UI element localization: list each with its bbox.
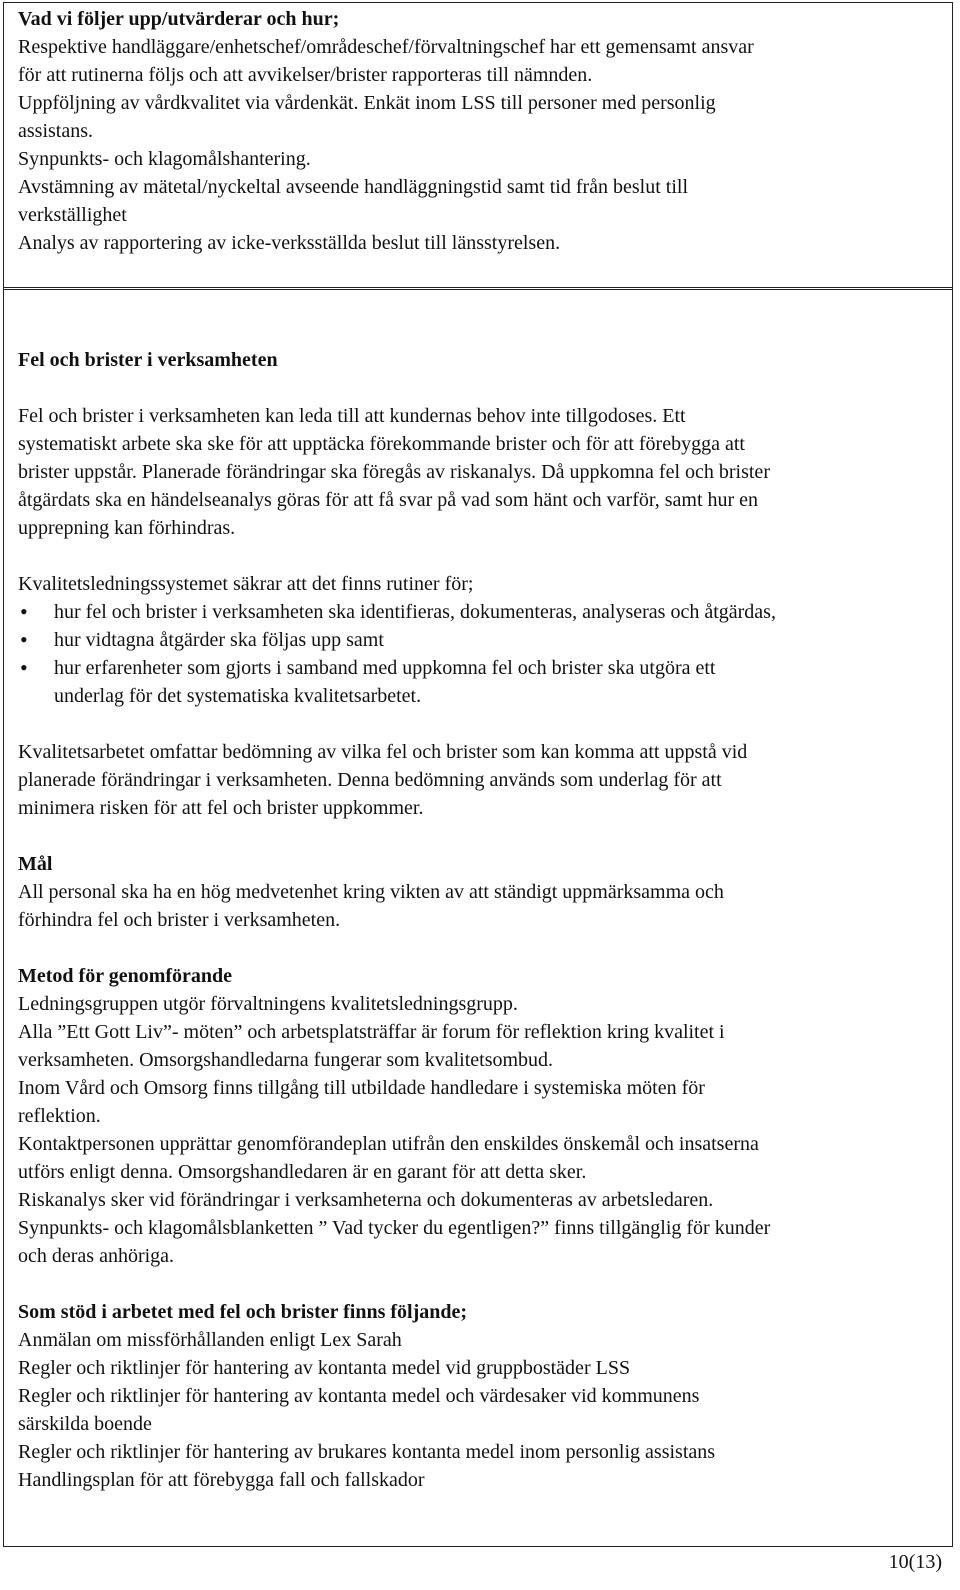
follow-up-box bbox=[3, 2, 953, 290]
list-item-text: • hur fel och brister i verksamheten ska identifieras, dokumenteras, analyseras och åtgärdas, bbox=[54, 601, 776, 623]
text-line: verksamheten. Omsorgshandledarna fungerar som kvalitetsombud. bbox=[18, 1049, 554, 1071]
text-line: All personal ska ha en hög medvetenhet kring vikten av att ständigt uppmärksamma och bbox=[18, 881, 724, 903]
text-line: minimera risken för att fel och brister uppkommer. bbox=[18, 797, 424, 819]
system-intro: Kvalitetsledningssystemet säkrar att det finns rutiner för; bbox=[18, 573, 474, 595]
method-heading: Metod för genomförande bbox=[18, 965, 233, 987]
text-line: Inom Vård och Omsorg finns tillgång till utbildade handledare i systemiska möten för bbox=[18, 1077, 705, 1099]
text-line: planerade förändringar i verksamheten. Denna bedömning används som underlag för att bbox=[18, 769, 722, 791]
text-line: Ledningsgruppen utgör förvaltningens kvalitetsledningsgrupp. bbox=[18, 993, 518, 1015]
errors-and-deficiencies-box bbox=[3, 287, 953, 1547]
text-line: reflektion. bbox=[18, 1105, 101, 1127]
text-line: Riskanalys sker vid förändringar i verksamheterna och dokumenteras av arbetsledaren. bbox=[18, 1189, 714, 1211]
text-line: och deras anhöriga. bbox=[18, 1245, 175, 1267]
page-number: 10(13) bbox=[888, 1551, 942, 1573]
text-line: Fel och brister i verksamheten kan leda till att kundernas behov inte tillgodoses. Ett bbox=[18, 405, 686, 427]
text-line: Avstämning av mätetal/nyckeltal avseende handläggningstid samt tid från beslut till bbox=[18, 176, 689, 198]
text-line: Kontaktpersonen upprättar genomförandeplan utifrån den enskildes önskemål och insatserna bbox=[18, 1133, 759, 1155]
text-line: Handlingsplan för att förebygga fall och fallskador bbox=[18, 1469, 425, 1491]
text-line: Anmälan om missförhållanden enligt Lex Sarah bbox=[18, 1329, 402, 1351]
text-line: Synpunkts- och klagomålshantering. bbox=[18, 148, 311, 170]
text-line: Analys av rapportering av icke-verksställda beslut till länsstyrelsen. bbox=[18, 232, 561, 254]
text-line: Respektive handläggare/enhetschef/områdeschef/förvaltningschef har ett gemensamt ansvar bbox=[18, 36, 754, 58]
text-line: assistans. bbox=[18, 120, 93, 142]
text-line: brister uppstår. Planerade förändringar ska föregås av riskanalys. Då uppkomna fel och brister bbox=[18, 461, 770, 483]
text-line: upprepning kan förhindras. bbox=[18, 517, 236, 539]
section-heading: Fel och brister i verksamheten bbox=[18, 349, 278, 371]
goal-heading: Mål bbox=[18, 853, 53, 875]
text-line: Regler och riktlinjer för hantering av brukares kontanta medel inom personlig assistans bbox=[18, 1441, 716, 1463]
follow-up-heading: Vad vi följer upp/utvärderar och hur; bbox=[18, 8, 340, 30]
list-item bbox=[18, 654, 938, 710]
list-item-text: • hur erfarenheter som gjorts i samband med uppkomna fel och brister ska utgöra ett bbox=[54, 657, 716, 679]
assessment-paragraph bbox=[18, 738, 938, 822]
list-item bbox=[18, 598, 938, 626]
intro-paragraph bbox=[18, 402, 938, 542]
text-line: Synpunkts- och klagomålsblanketten ” Vad tycker du egentligen?” finns tillgänglig för kunder bbox=[18, 1217, 771, 1239]
text-line: systematiskt arbete ska ske för att upptäcka förekommande brister och för att förebygga att bbox=[18, 433, 745, 455]
text-line: förhindra fel och brister i verksamheten. bbox=[18, 909, 341, 931]
text-line: Regler och riktlinjer för hantering av kontanta medel vid gruppbostäder LSS bbox=[18, 1357, 631, 1379]
support-heading: Som stöd i arbetet med fel och brister finns följande; bbox=[18, 1301, 468, 1323]
text-line: Alla ”Ett Gott Liv”- möten” och arbetsplatsträffar är forum för reflektion kring kvalitet i bbox=[18, 1021, 725, 1043]
text-line: verkställighet bbox=[18, 204, 127, 226]
text-line: särskilda boende bbox=[18, 1413, 152, 1435]
list-item-text: underlag för det systematiska kvalitetsarbetet. bbox=[54, 685, 422, 707]
text-line: Regler och riktlinjer för hantering av kontanta medel och värdesaker vid kommunens bbox=[18, 1385, 700, 1407]
list-item-text: • hur vidtagna åtgärder ska följas upp samt bbox=[54, 629, 384, 651]
text-line: för att rutinerna följs och att avvikelser/brister rapporteras till nämnden. bbox=[18, 64, 593, 86]
text-line: utförs enligt denna. Omsorgshandledaren är en garant för att detta sker. bbox=[18, 1161, 587, 1183]
list-item bbox=[18, 626, 938, 654]
text-line: åtgärdats ska en händelseanalys göras för att få svar på vad som hänt och varför, samt hur en bbox=[18, 489, 759, 511]
text-line: Kvalitetsarbetet omfattar bedömning av vilka fel och brister som kan komma att uppstå vid bbox=[18, 741, 748, 763]
text-line: Uppföljning av vårdkvalitet via vårdenkät. Enkät inom LSS till personer med personlig bbox=[18, 92, 716, 114]
routine-list bbox=[18, 598, 938, 710]
